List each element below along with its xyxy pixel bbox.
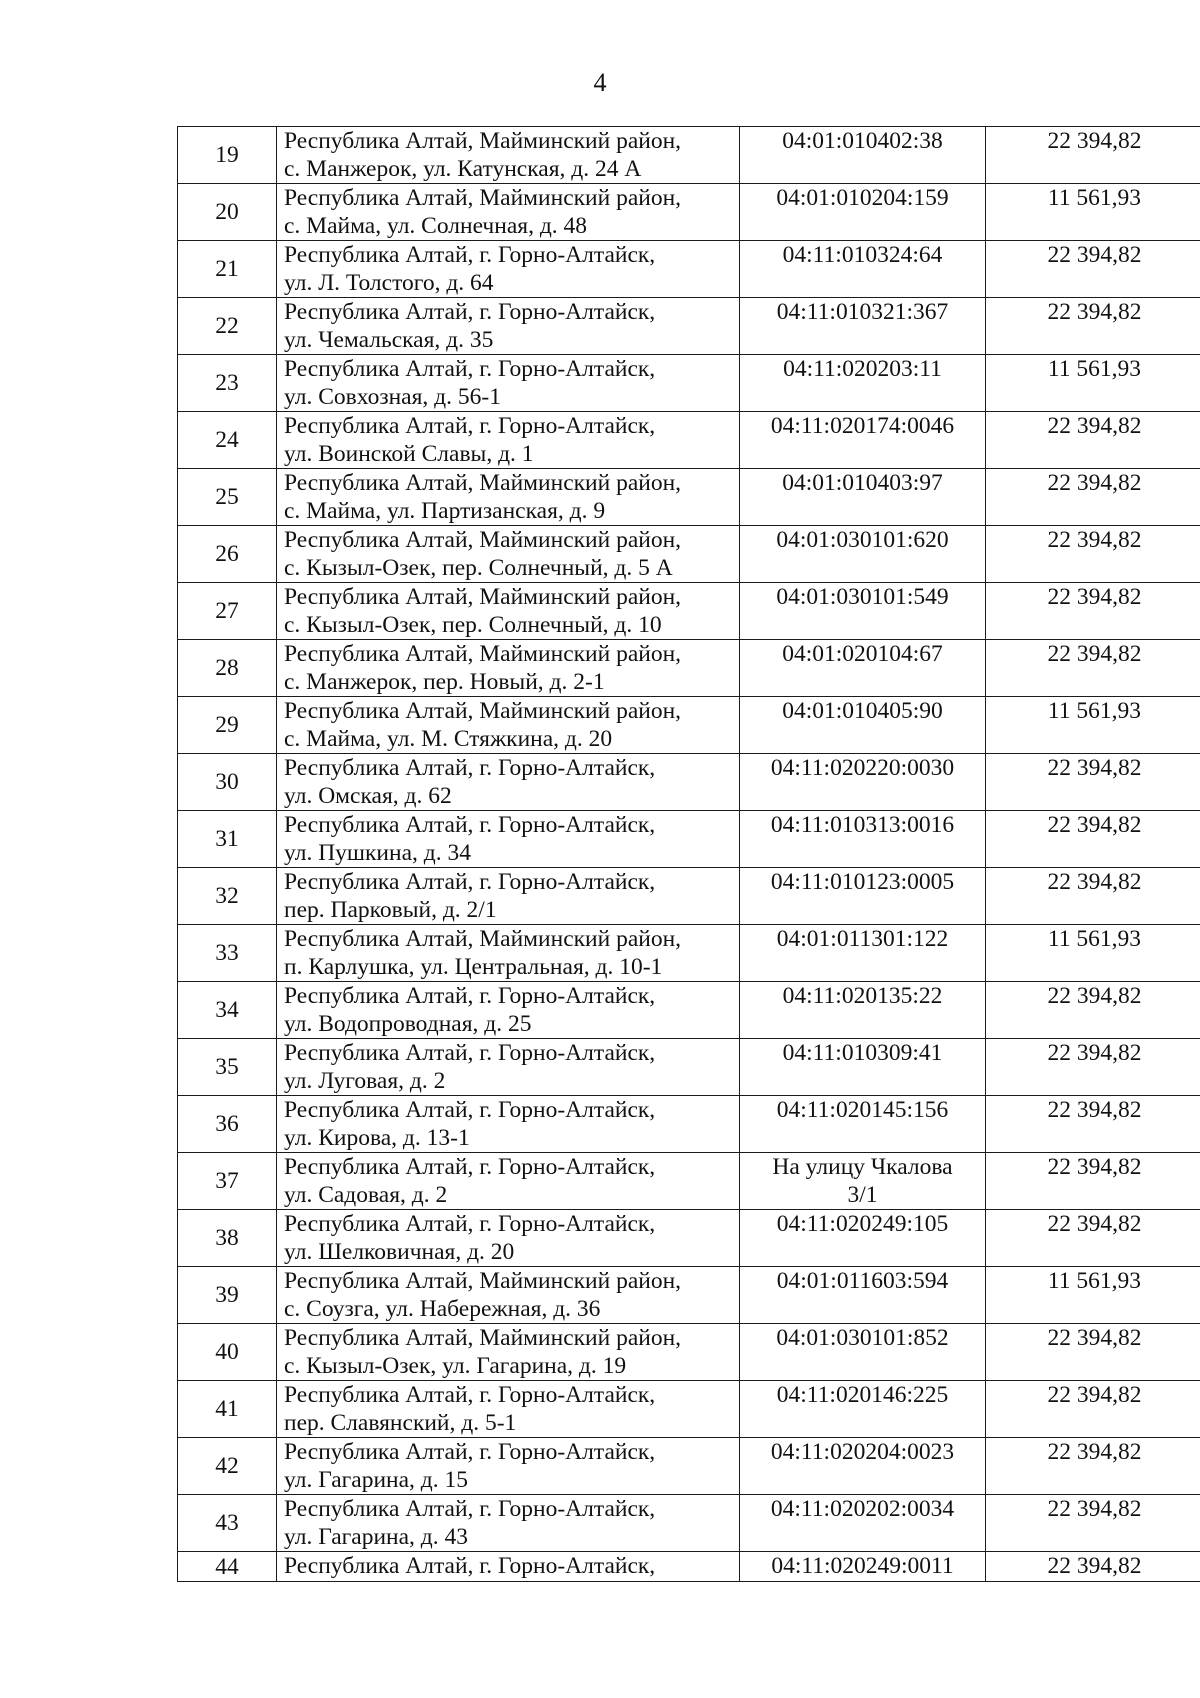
cadastral-number-cell <box>740 469 986 526</box>
cadastral-line-1: 04:11:020203:11 <box>783 356 942 382</box>
row-number-cell: 25 <box>178 469 277 526</box>
address-line-1: Республика Алтай, Майминский район, <box>284 698 682 724</box>
row-number-cell: 26 <box>178 526 277 583</box>
address-line-1: Республика Алтай, г. Горно-Алтайск, <box>284 812 656 838</box>
address-line-1: Республика Алтай, г. Горно-Алтайск, <box>284 299 656 325</box>
cadastral-number-cell <box>740 355 986 412</box>
row-number-cell: 29 <box>178 697 277 754</box>
table-row <box>178 469 1200 526</box>
cadastral-number-cell <box>740 1438 986 1495</box>
row-number-cell: 28 <box>178 640 277 697</box>
cadastral-number-cell <box>740 754 986 811</box>
cadastral-number-cell <box>740 298 986 355</box>
address-line-1: Республика Алтай, г. Горно-Алтайск, <box>284 869 656 895</box>
address-line-2: с. Манжерок, ул. Катунская, д. 24 А <box>284 156 642 182</box>
address-line-1: Республика Алтай, г. Горно-Алтайск, <box>284 1553 656 1579</box>
table-row <box>178 754 1200 811</box>
table-row <box>178 298 1200 355</box>
amount-cell: 22 394,82 <box>986 1039 1200 1096</box>
row-number-cell: 44 <box>178 1552 277 1582</box>
cadastral-line-1: 04:11:010324:64 <box>782 242 943 268</box>
amount-cell: 22 394,82 <box>986 412 1200 469</box>
table-row <box>178 1039 1200 1096</box>
cadastral-line-1: 04:11:020146:225 <box>776 1382 949 1408</box>
address-line-1: Республика Алтай, г. Горно-Алтайск, <box>284 1040 656 1066</box>
amount-cell: 22 394,82 <box>986 1552 1200 1582</box>
cadastral-line-1: 04:01:030101:852 <box>776 1325 949 1351</box>
cadastral-number-cell <box>740 127 986 184</box>
table-row <box>178 412 1200 469</box>
row-number-cell: 23 <box>178 355 277 412</box>
cadastral-number-cell <box>740 925 986 982</box>
address-cell <box>277 241 740 298</box>
table-row <box>178 1438 1200 1495</box>
address-line-1: Республика Алтай, г. Горно-Алтайск, <box>284 1382 656 1408</box>
address-line-1: Республика Алтай, Майминский район, <box>284 641 682 667</box>
address-line-2: ул. Л. Толстого, д. 64 <box>284 270 494 296</box>
amount-cell: 11 561,93 <box>986 697 1200 754</box>
amount-cell: 22 394,82 <box>986 1153 1200 1210</box>
cadastral-number-cell <box>740 811 986 868</box>
row-number-cell: 31 <box>178 811 277 868</box>
table-row <box>178 1267 1200 1324</box>
table-row <box>178 127 1200 184</box>
address-cell <box>277 982 740 1039</box>
row-number-cell: 34 <box>178 982 277 1039</box>
address-line-1: Республика Алтай, Майминский район, <box>284 1325 682 1351</box>
cadastral-line-1: 04:11:010309:41 <box>782 1040 943 1066</box>
address-line-1: Республика Алтай, г. Горно-Алтайск, <box>284 356 656 382</box>
row-number-cell: 27 <box>178 583 277 640</box>
amount-cell: 22 394,82 <box>986 1324 1200 1381</box>
amount-cell: 22 394,82 <box>986 127 1200 184</box>
cadastral-number-cell <box>740 412 986 469</box>
row-number-cell: 33 <box>178 925 277 982</box>
cadastral-line-1: 04:11:020249:0011 <box>771 1553 954 1579</box>
amount-cell: 22 394,82 <box>986 241 1200 298</box>
row-number-cell: 43 <box>178 1495 277 1552</box>
amount-cell: 22 394,82 <box>986 811 1200 868</box>
address-cell <box>277 298 740 355</box>
row-number-cell: 24 <box>178 412 277 469</box>
address-line-2: с. Майма, ул. Партизанская, д. 9 <box>284 498 606 524</box>
address-line-1: Республика Алтай, г. Горно-Алтайск, <box>284 1211 656 1237</box>
row-number-cell: 21 <box>178 241 277 298</box>
address-cell <box>277 697 740 754</box>
address-cell <box>277 469 740 526</box>
cadastral-number-cell <box>740 526 986 583</box>
table-row <box>178 1324 1200 1381</box>
table-row <box>178 241 1200 298</box>
address-line-1: Республика Алтай, Майминский район, <box>284 185 682 211</box>
amount-cell: 22 394,82 <box>986 868 1200 925</box>
cadastral-number-cell <box>740 1210 986 1267</box>
address-line-1: Республика Алтай, Майминский район, <box>284 527 682 553</box>
address-line-2: с. Кызыл-Озек, пер. Солнечный, д. 10 <box>284 612 662 638</box>
cadastral-line-1: 04:11:020220:0030 <box>770 755 955 781</box>
address-line-1: Республика Алтай, Майминский район, <box>284 470 682 496</box>
address-cell <box>277 526 740 583</box>
cadastral-line-1: 04:01:010403:97 <box>782 470 943 496</box>
cadastral-number-cell <box>740 1096 986 1153</box>
table-row <box>178 1153 1200 1210</box>
cadastral-line-1: 04:01:020104:67 <box>782 641 943 667</box>
cadastral-number-cell <box>740 868 986 925</box>
table-row <box>178 184 1200 241</box>
row-number-cell: 37 <box>178 1153 277 1210</box>
cadastral-line-1: На улицу Чкалова <box>772 1154 953 1180</box>
address-line-2: с. Майма, ул. Солнечная, д. 48 <box>284 213 588 239</box>
amount-cell: 11 561,93 <box>986 925 1200 982</box>
table-row <box>178 811 1200 868</box>
table-row <box>178 697 1200 754</box>
address-line-1: Республика Алтай, Майминский район, <box>284 926 682 952</box>
address-line-2: пер. Парковый, д. 2/1 <box>284 897 497 923</box>
cadastral-line-1: 04:11:020202:0034 <box>770 1496 955 1522</box>
address-cell <box>277 640 740 697</box>
cadastral-number-cell <box>740 184 986 241</box>
amount-cell: 11 561,93 <box>986 1267 1200 1324</box>
row-number-cell: 38 <box>178 1210 277 1267</box>
cadastral-line-1: 04:11:020135:22 <box>782 983 943 1009</box>
address-line-2: ул. Пушкина, д. 34 <box>284 840 471 866</box>
address-line-1: Республика Алтай, Майминский район, <box>284 1268 682 1294</box>
row-number-cell: 30 <box>178 754 277 811</box>
table-row <box>178 1552 1200 1582</box>
amount-cell: 22 394,82 <box>986 1381 1200 1438</box>
cadastral-number-cell <box>740 1267 986 1324</box>
cadastral-number-cell <box>740 241 986 298</box>
address-cell <box>277 1153 740 1210</box>
table-row <box>178 1096 1200 1153</box>
address-line-2: с. Манжерок, пер. Новый, д. 2-1 <box>284 669 605 695</box>
address-line-2: ул. Чемальская, д. 35 <box>284 327 494 353</box>
amount-cell: 22 394,82 <box>986 1438 1200 1495</box>
row-number-cell: 32 <box>178 868 277 925</box>
address-line-2: с. Кызыл-Озек, пер. Солнечный, д. 5 А <box>284 555 673 581</box>
cadastral-line-1: 04:01:010405:90 <box>782 698 943 724</box>
cadastral-number-cell <box>740 583 986 640</box>
row-number-cell: 19 <box>178 127 277 184</box>
table-row <box>178 868 1200 925</box>
row-number-cell: 20 <box>178 184 277 241</box>
cadastral-line-2: 3/1 <box>847 1182 878 1208</box>
address-line-2: ул. Гагарина, д. 43 <box>284 1524 468 1550</box>
address-cell <box>277 583 740 640</box>
address-line-2: ул. Садовая, д. 2 <box>284 1182 448 1208</box>
cadastral-line-1: 04:01:010204:159 <box>776 185 949 211</box>
amount-cell: 22 394,82 <box>986 469 1200 526</box>
cadastral-number-cell <box>740 1039 986 1096</box>
address-cell <box>277 925 740 982</box>
address-line-2: ул. Шелковичная, д. 20 <box>284 1239 515 1265</box>
address-cell <box>277 1552 740 1582</box>
cadastral-line-1: 04:01:030101:620 <box>776 527 949 553</box>
address-line-2: с. Кызыл-Озек, ул. Гагарина, д. 19 <box>284 1353 627 1379</box>
cadastral-line-1: 04:11:020249:105 <box>776 1211 949 1237</box>
address-line-1: Республика Алтай, г. Горно-Алтайск, <box>284 1496 656 1522</box>
cadastral-line-1: 04:11:010313:0016 <box>770 812 955 838</box>
address-cell <box>277 127 740 184</box>
cadastral-line-1: 04:11:020174:0046 <box>770 413 955 439</box>
amount-cell: 22 394,82 <box>986 982 1200 1039</box>
address-line-1: Республика Алтай, г. Горно-Алтайск, <box>284 1097 656 1123</box>
address-cell <box>277 1381 740 1438</box>
address-line-1: Республика Алтай, г. Горно-Алтайск, <box>284 413 656 439</box>
address-line-2: с. Соузга, ул. Набережная, д. 36 <box>284 1296 601 1322</box>
table-row <box>178 1210 1200 1267</box>
cadastral-line-1: 04:01:010402:38 <box>782 128 943 154</box>
amount-cell: 11 561,93 <box>986 184 1200 241</box>
address-line-2: ул. Омская, д. 62 <box>284 783 452 809</box>
address-cell <box>277 1039 740 1096</box>
cadastral-line-1: 04:11:020145:156 <box>776 1097 949 1123</box>
address-line-2: ул. Кирова, д. 13-1 <box>284 1125 470 1151</box>
cadastral-number-cell <box>740 1153 986 1210</box>
amount-cell: 22 394,82 <box>986 1210 1200 1267</box>
address-cell <box>277 1210 740 1267</box>
address-cell <box>277 1324 740 1381</box>
address-line-2: ул. Гагарина, д. 15 <box>284 1467 468 1493</box>
cadastral-number-cell <box>740 1552 986 1582</box>
row-number-cell: 35 <box>178 1039 277 1096</box>
table-row <box>178 583 1200 640</box>
address-cell <box>277 1096 740 1153</box>
address-line-1: Республика Алтай, г. Горно-Алтайск, <box>284 983 656 1009</box>
table-row <box>178 925 1200 982</box>
address-line-2: с. Майма, ул. М. Стяжкина, д. 20 <box>284 726 613 752</box>
cadastral-line-1: 04:01:011603:594 <box>776 1268 949 1294</box>
table-row <box>178 526 1200 583</box>
address-line-2: ул. Совхозная, д. 56-1 <box>284 384 501 410</box>
amount-cell: 22 394,82 <box>986 1495 1200 1552</box>
address-line-1: Республика Алтай, г. Горно-Алтайск, <box>284 1154 656 1180</box>
address-cell <box>277 184 740 241</box>
address-line-1: Республика Алтай, Майминский район, <box>284 584 682 610</box>
row-number-cell: 41 <box>178 1381 277 1438</box>
row-number-cell: 40 <box>178 1324 277 1381</box>
cadastral-line-1: 04:11:020204:0023 <box>770 1439 955 1465</box>
address-line-1: Республика Алтай, Майминский район, <box>284 128 682 154</box>
cadastral-number-cell <box>740 1381 986 1438</box>
amount-cell: 22 394,82 <box>986 754 1200 811</box>
table-body <box>178 127 1200 1582</box>
address-line-2: ул. Водопроводная, д. 25 <box>284 1011 532 1037</box>
amount-cell: 22 394,82 <box>986 298 1200 355</box>
amount-cell: 22 394,82 <box>986 640 1200 697</box>
amount-cell: 22 394,82 <box>986 526 1200 583</box>
row-number-cell: 42 <box>178 1438 277 1495</box>
table-row <box>178 982 1200 1039</box>
row-number-cell: 36 <box>178 1096 277 1153</box>
address-cell <box>277 1267 740 1324</box>
property-table <box>177 126 1200 1582</box>
address-cell <box>277 1495 740 1552</box>
table-row <box>178 1381 1200 1438</box>
row-number-cell: 39 <box>178 1267 277 1324</box>
address-cell <box>277 754 740 811</box>
cadastral-number-cell <box>740 697 986 754</box>
cadastral-number-cell <box>740 640 986 697</box>
amount-cell: 22 394,82 <box>986 1096 1200 1153</box>
address-line-1: Республика Алтай, г. Горно-Алтайск, <box>284 1439 656 1465</box>
address-cell <box>277 811 740 868</box>
address-cell <box>277 355 740 412</box>
address-line-2: ул. Луговая, д. 2 <box>284 1068 446 1094</box>
cadastral-line-1: 04:01:011301:122 <box>776 926 949 952</box>
address-line-1: Республика Алтай, г. Горно-Алтайск, <box>284 242 656 268</box>
table-row <box>178 1495 1200 1552</box>
cadastral-line-1: 04:01:030101:549 <box>776 584 949 610</box>
address-cell <box>277 868 740 925</box>
amount-cell: 22 394,82 <box>986 583 1200 640</box>
cadastral-number-cell <box>740 1324 986 1381</box>
address-cell <box>277 412 740 469</box>
cadastral-line-1: 04:11:010123:0005 <box>770 869 955 895</box>
amount-cell: 11 561,93 <box>986 355 1200 412</box>
address-line-2: пер. Славянский, д. 5-1 <box>284 1410 517 1436</box>
page-number: 4 <box>593 68 607 97</box>
table-row <box>178 355 1200 412</box>
cadastral-number-cell <box>740 982 986 1039</box>
cadastral-line-1: 04:11:010321:367 <box>776 299 949 325</box>
cadastral-number-cell <box>740 1495 986 1552</box>
address-line-2: п. Карлушка, ул. Центральная, д. 10-1 <box>284 954 663 980</box>
address-line-2: ул. Воинской Славы, д. 1 <box>284 441 534 467</box>
table-row <box>178 640 1200 697</box>
address-cell <box>277 1438 740 1495</box>
address-line-1: Республика Алтай, г. Горно-Алтайск, <box>284 755 656 781</box>
row-number-cell: 22 <box>178 298 277 355</box>
